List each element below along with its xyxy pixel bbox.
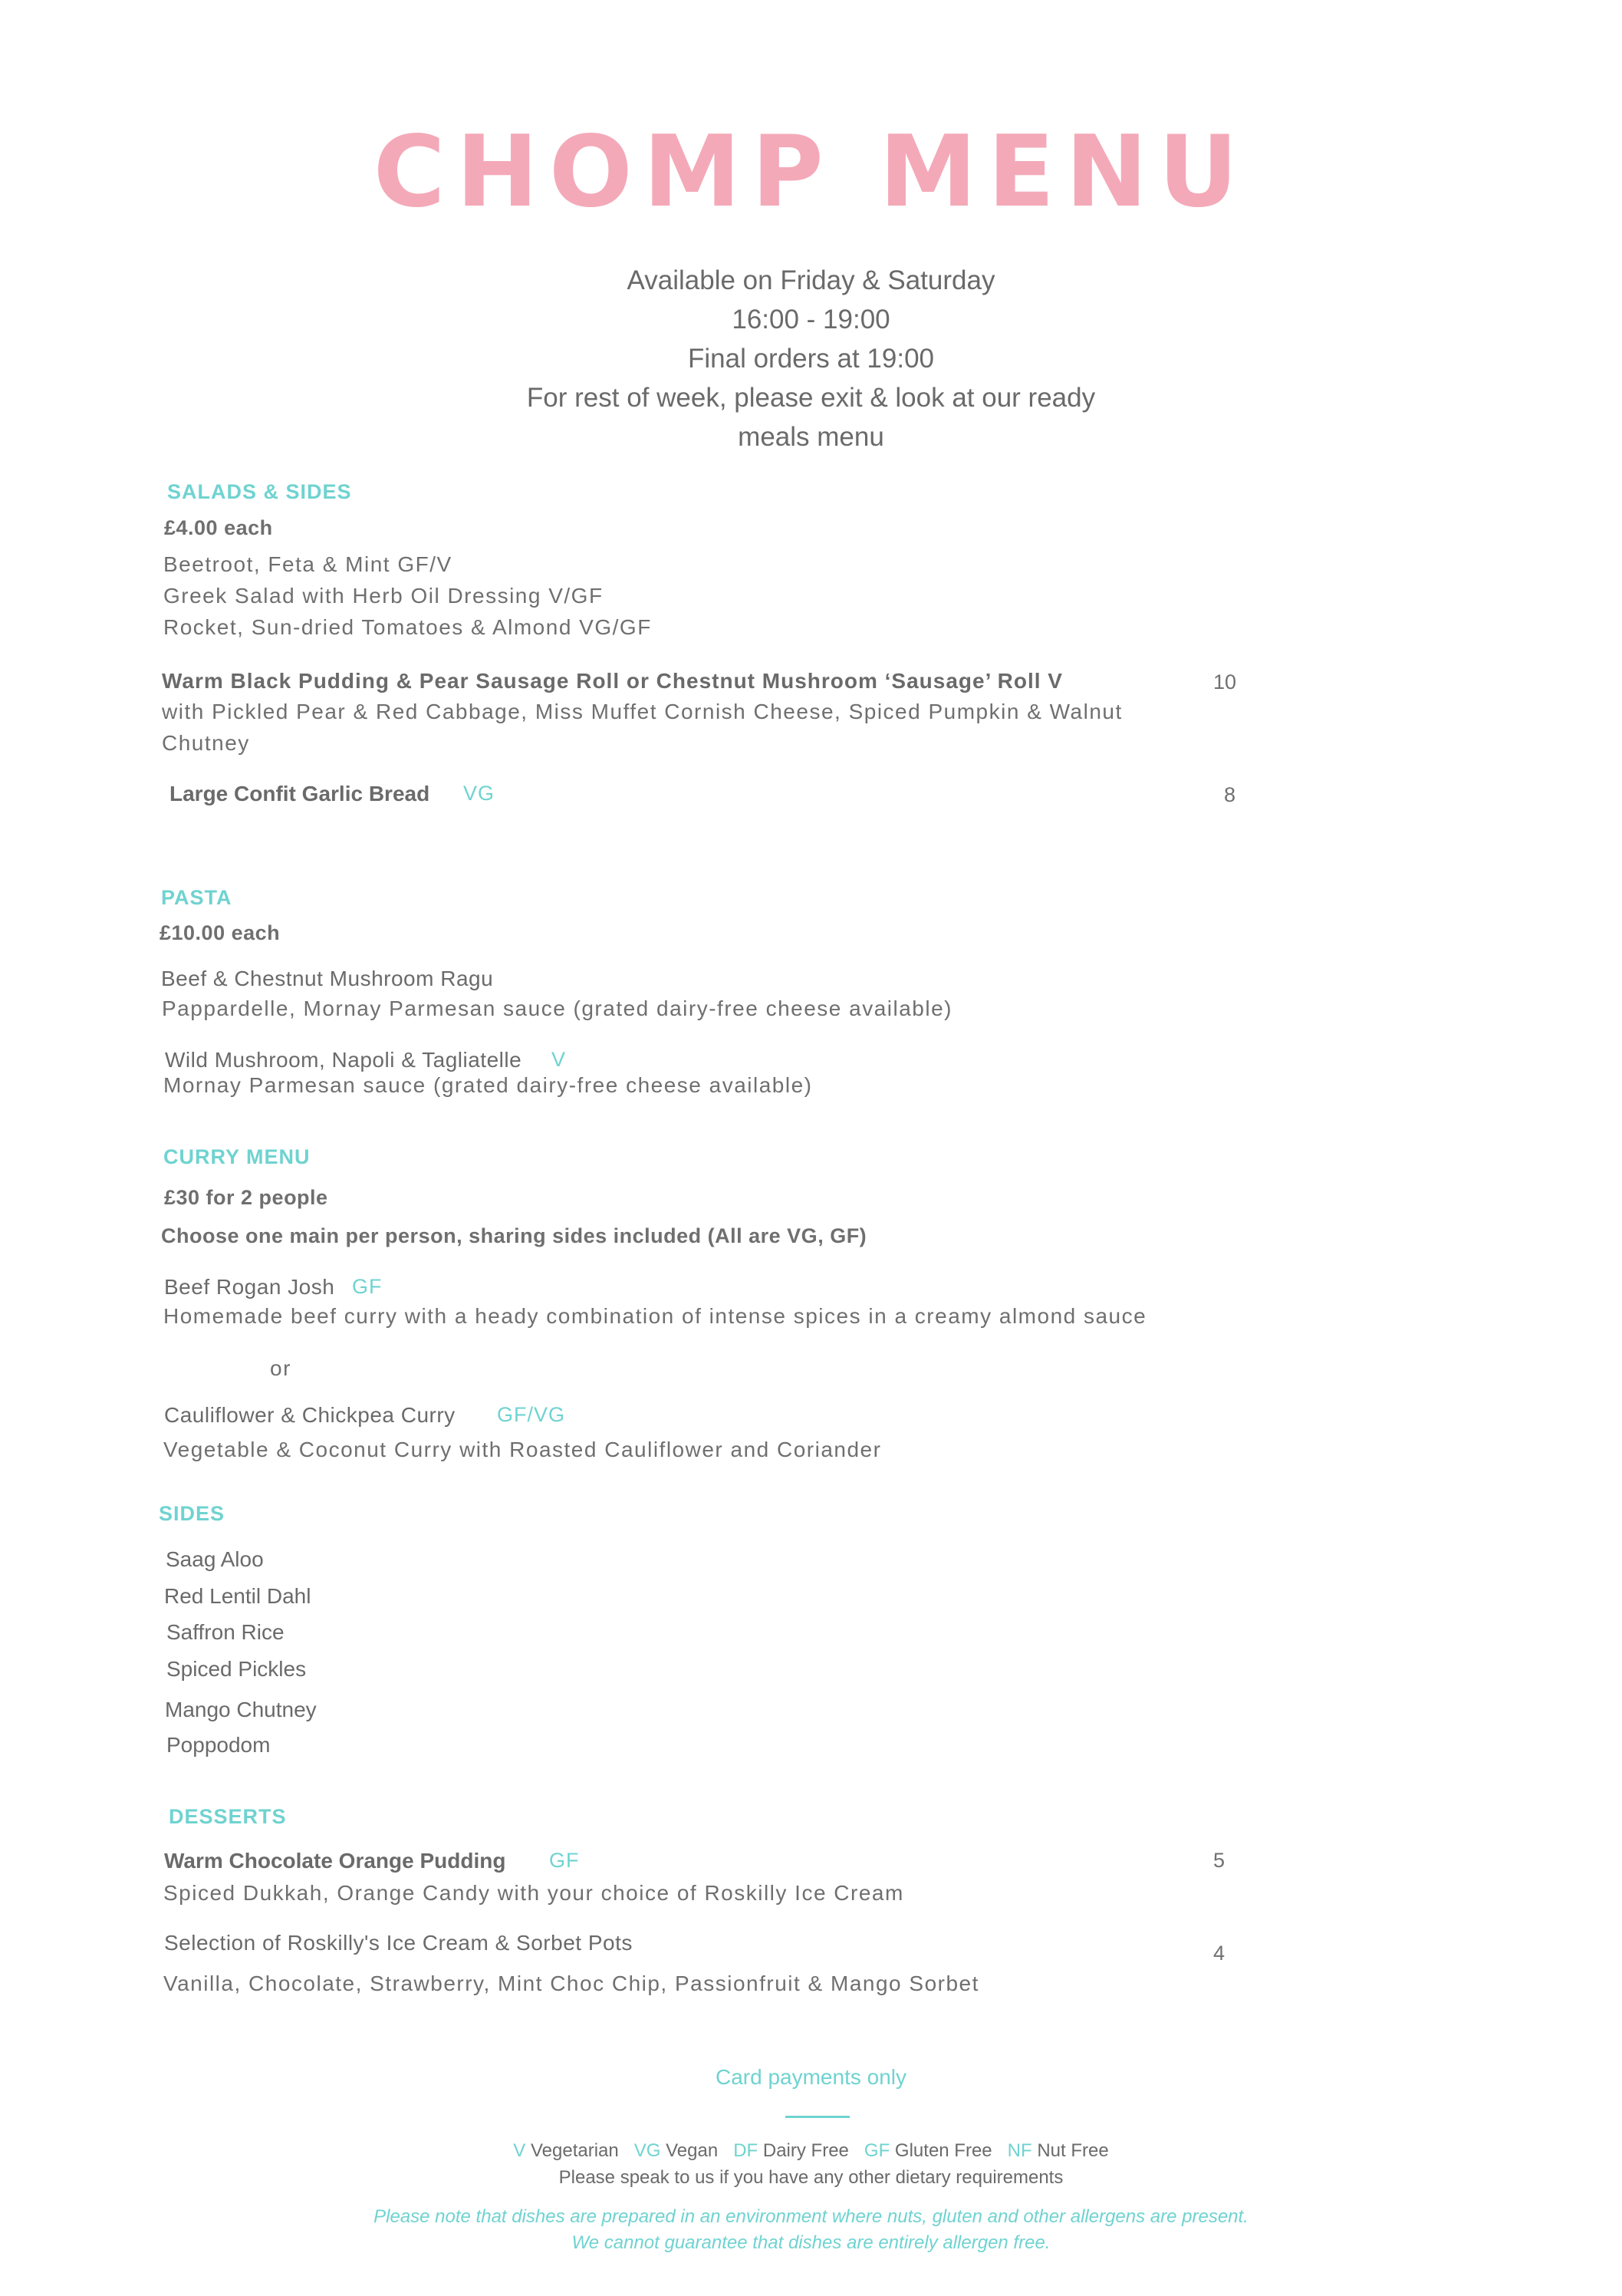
legend-key: NF xyxy=(1007,2140,1032,2161)
curry-or: or xyxy=(270,1356,291,1380)
curry-item-desc: Homemade beef curry with a heady combination of intense spices in a creamy almond sauce xyxy=(163,1304,1147,1328)
pasta-item-name: Beef & Chestnut Mushroom Ragu xyxy=(161,967,494,990)
pasta-price: £10.00 each xyxy=(160,921,281,944)
section-heading-salads: SALADS & SIDES xyxy=(167,480,352,503)
allergen-note: Please note that dishes are prepared in an environment where nuts, gluten and other allergens are present. xyxy=(373,2206,1249,2227)
salad-item: Greek Salad with Herb Oil Dressing V/GF xyxy=(163,584,604,608)
section-heading-desserts: DESSERTS xyxy=(169,1805,287,1828)
availability-line: Final orders at 19:00 xyxy=(687,344,934,374)
dessert-tag: GF xyxy=(549,1849,580,1872)
legend-key: GF xyxy=(864,2140,890,2161)
section-heading-sides: SIDES xyxy=(159,1502,225,1525)
salad-item: Beetroot, Feta & Mint GF/V xyxy=(163,552,452,576)
pasta-item-desc: Mornay Parmesan sauce (grated dairy-free cheese available) xyxy=(163,1073,813,1097)
legend-label: Dairy Free xyxy=(762,2140,849,2161)
dessert-price: 5 xyxy=(1213,1849,1226,1872)
allergen-note: We cannot guarantee that dishes are entirely allergen free. xyxy=(571,2232,1051,2253)
section-heading-pasta: PASTA xyxy=(161,886,232,909)
salads-price: £4.00 each xyxy=(164,516,273,539)
garlic-bread-name: Large Confit Garlic Bread xyxy=(169,782,430,805)
dessert-price: 4 xyxy=(1213,1942,1226,1965)
card-payments-note: Card payments only xyxy=(715,2065,906,2089)
dessert-name: Selection of Roskilly's Ice Cream & Sorbet Pots xyxy=(164,1931,633,1955)
pasta-item-tag: V xyxy=(551,1048,567,1071)
availability-line: For rest of week, please exit & look at our ready xyxy=(526,383,1096,413)
dietary-legend xyxy=(0,2140,1622,2162)
footer-divider xyxy=(785,2116,850,2118)
salad-item: Rocket, Sun-dried Tomatoes & Almond VG/GF xyxy=(163,615,652,639)
garlic-bread-tag: VG xyxy=(463,782,495,805)
availability-block xyxy=(0,261,1622,456)
sausage-roll-name: Warm Black Pudding & Pear Sausage Roll or Chestnut Mushroom ‘Sausage’ Roll V xyxy=(162,669,1063,693)
dessert-desc: Spiced Dukkah, Orange Candy with your choice of Roskilly Ice Cream xyxy=(163,1881,904,1905)
side-item: Saffron Rice xyxy=(166,1620,285,1644)
sausage-roll-desc: with Pickled Pear & Red Cabbage, Miss Muffet Cornish Cheese, Spiced Pumpkin & Walnut xyxy=(162,700,1123,723)
availability-line: Available on Friday & Saturday xyxy=(627,265,995,295)
pasta-item-name: Wild Mushroom, Napoli & Tagliatelle xyxy=(165,1048,522,1072)
legend-label: Vegetarian xyxy=(530,2140,619,2161)
curry-price: £30 for 2 people xyxy=(164,1186,328,1209)
legend-key: VG xyxy=(633,2140,661,2161)
curry-item-name: Cauliflower & Chickpea Curry xyxy=(164,1403,456,1427)
dietary-requirements-note: Please speak to us if you have any other dietary requirements xyxy=(558,2167,1064,2188)
curry-item-desc: Vegetable & Coconut Curry with Roasted Cauliflower and Coriander xyxy=(163,1438,882,1461)
legend-key: DF xyxy=(733,2140,758,2161)
legend-label: Nut Free xyxy=(1037,2140,1109,2161)
legend-label: Gluten Free xyxy=(894,2140,992,2161)
curry-item-tag: GF xyxy=(352,1275,383,1298)
side-item: Poppodom xyxy=(166,1733,271,1757)
curry-item-tag: GF/VG xyxy=(497,1403,566,1426)
side-item: Mango Chutney xyxy=(165,1698,317,1721)
sausage-roll-price: 10 xyxy=(1213,670,1237,693)
curry-item-name: Beef Rogan Josh xyxy=(164,1275,335,1299)
menu-title: CHOMP MENU xyxy=(373,115,1249,229)
dessert-desc: Vanilla, Chocolate, Strawberry, Mint Choc Chip, Passionfruit & Mango Sorbet xyxy=(163,1972,979,1995)
pasta-item-desc: Pappardelle, Mornay Parmesan sauce (grated dairy-free cheese available) xyxy=(162,996,952,1020)
availability-line: meals menu xyxy=(738,422,884,452)
side-item: Spiced Pickles xyxy=(166,1657,307,1681)
curry-instructions: Choose one main per person, sharing sides included (All are VG, GF) xyxy=(161,1224,867,1247)
section-heading-curry: CURRY MENU xyxy=(163,1145,311,1168)
dessert-name: Warm Chocolate Orange Pudding xyxy=(164,1849,506,1873)
side-item: Saag Aloo xyxy=(166,1547,264,1571)
legend-key: V xyxy=(513,2140,526,2161)
side-item: Red Lentil Dahl xyxy=(164,1584,311,1608)
availability-line: 16:00 - 19:00 xyxy=(732,305,890,334)
sausage-roll-desc: Chutney xyxy=(162,731,250,755)
legend-label: Vegan xyxy=(666,2140,719,2161)
garlic-bread-price: 8 xyxy=(1224,783,1236,806)
